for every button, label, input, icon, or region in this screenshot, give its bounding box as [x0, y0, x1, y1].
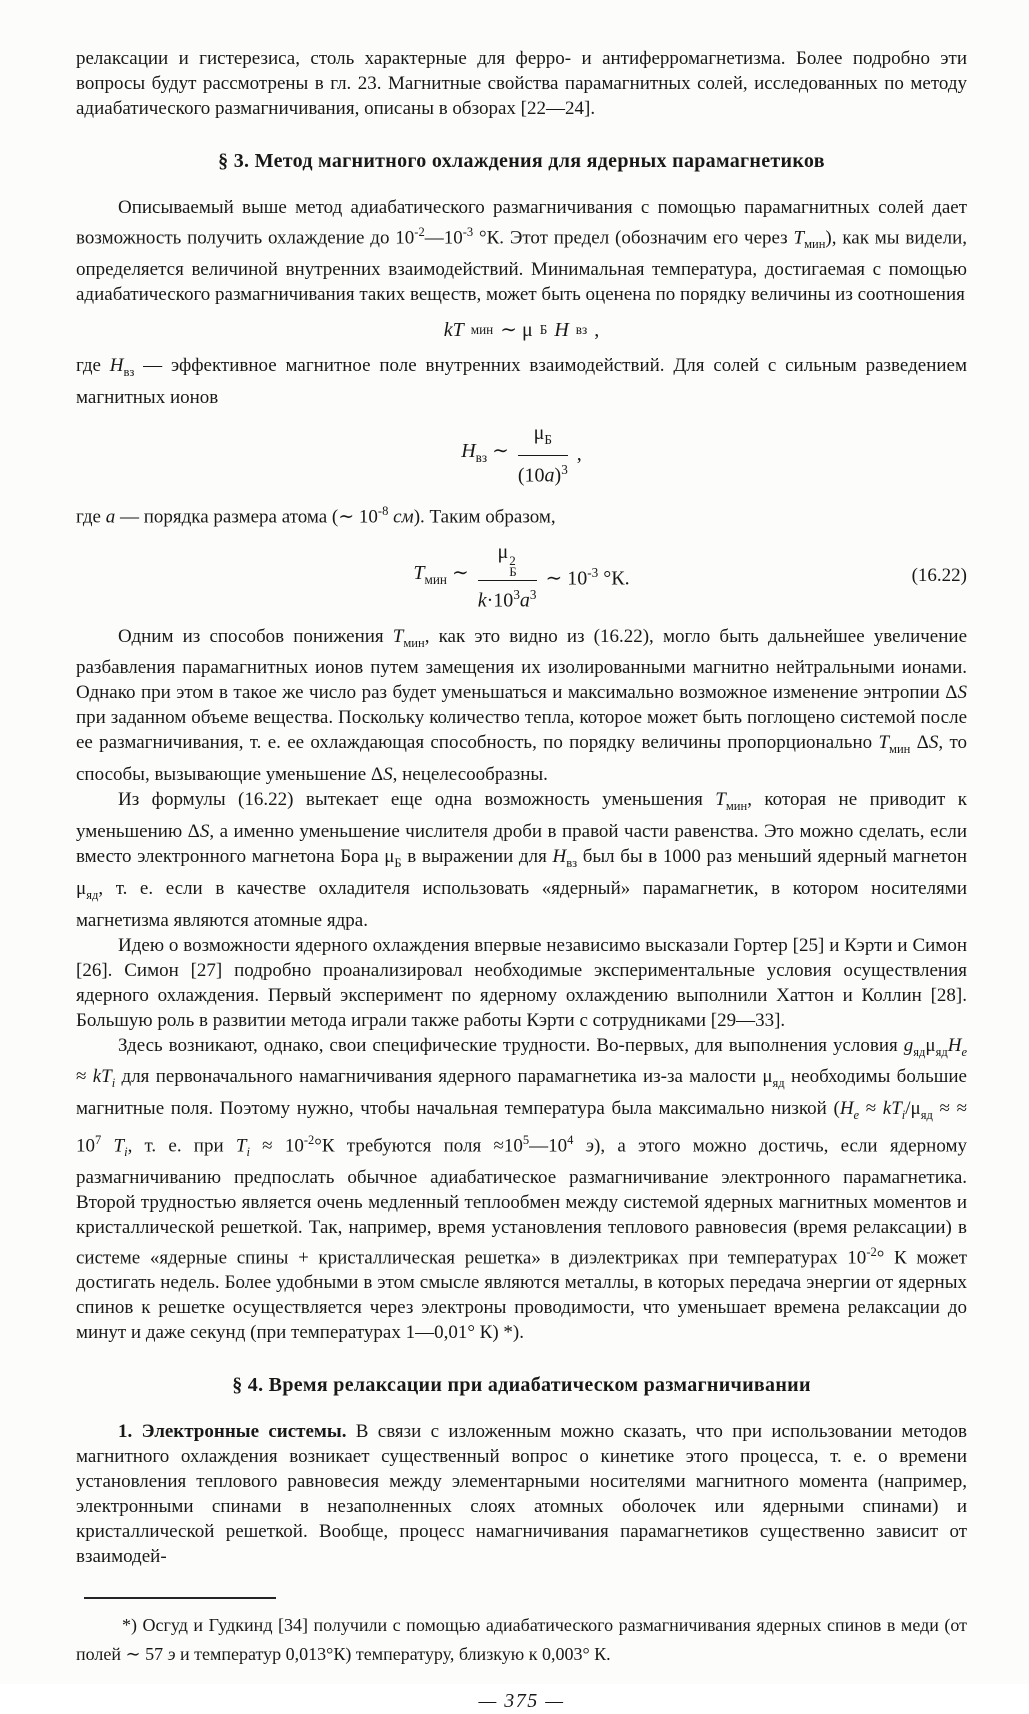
formula-kt-min-body: kT мин ∼ μ Б H вз ,: [443, 319, 600, 342]
fraction-denominator: $(10a)^3$: [517, 461, 568, 487]
mu-sup-sub: 2 Б: [509, 552, 517, 579]
formula-h-vz: [76, 421, 967, 488]
paragraph-continuation: релаксации и гистерезиса, столь характерные для ферро- и антиферромагнетизма. Более подробно эти вопросы будут рассмотрены в гл. 23. Магнитные свойства парамагнитных солей, исследованных по методу адиабатического размагничивания, описаны в обзорах [22—24].: [76, 48, 967, 119]
section-3-paragraph-5: Из формулы (16.22) вытекает еще одна возможность уменьшения $T_{мин}$, которая не приводит к уменьшению ΔS, а именно уменьшение числителя дроби в правой части равенства. Это можно сделать, если вместо электронного магнетона Бора $\mu_Б$ в выражении для $H_{вз}$ был бы в 1000 раз меньший ядерный магнетон $\mu_{яд}$, т. е. если в качестве охладителя использовать «ядерный» парамагнетик, в котором носителями магнетизма являются атомные ядра.: [76, 789, 967, 931]
formula-t-min-tail: ∼ $10^{-3}$ °К.: [545, 565, 630, 591]
footnote-text: *) Осгуд и Гудкинд [34] получили с помощью адиабатического размагничивания ядерных спинов в меди (от полей ∼ 57 э и температур 0,013°К) температуру, близкую к 0,003° К.: [76, 1615, 967, 1665]
fraction-numerator: μ 2 Б: [478, 540, 537, 581]
section-3-paragraph-4: Одним из способов понижения $T_{мин}$, как это видно из (16.22), могло быть дальнейшее увеличение разбавления парамагнитных ионов путем замещения их изолированными магнитно нейтральными ионами. Однако при этом в такое же число раз будет уменьшаться и максимально возможное изменение энтропии ΔS при заданном объеме вещества. Поскольку количество тепла, которое может быть поглощено системой после ее размагничивания, т. е. ее охлаждающая способность, по порядку величины пропорционально $T_{мин}$ ΔS, то способы, вызывающие уменьшение ΔS, нецелесообразны.: [76, 625, 967, 786]
fraction-denominator: $k\cdot 10^3a^3$: [477, 586, 537, 612]
formula-t-min: [76, 540, 967, 613]
fraction-numerator: $\mu_Б$: [518, 421, 568, 456]
section-3-paragraph-7: Здесь возникают, однако, свои специфические трудности. Во-первых, для выполнения условия $g_{яд}\mu_{яд}H_e \approx kT_i$ для первоначального намагничивания ядерного парамагнетика из-за малости $\mu_{яд}$ необходимы большие магнитные поля. Поэтому нужно, чтобы начальная температура была максимально низкой ($H_e \approx kT_i/\mu_{яд}$ ≈ ≈ $10^7$ $T_i$, т. е. при $T_i \approx 10^{-2}^\circ К$ требуются поля $\approx 10^5—10^4$ э), а этого можно достичь, если ядерному размагничиванию предпослать обычное адиабатическое размагничивание электронного парамагнетика. Второй трудностью является очень медленный теплообмен между системой ядерных магнитных моментов и кристаллической решеткой. Так, например, время установления теплового равновесия (время релаксации) в системе «ядерные спины + кристаллическая решетка» в диэлектриках при температурах $10^{-2}^\circ$ К может достигать недель. Более удобными в этом смысле являются металлы, в которых передача энергии от ядерных спинов к решетке осуществляется через электроны проводимости, что уменьшает времена релаксации до минут и даже секунд (при температурах 1—0,01° К) *).: [76, 1034, 967, 1344]
section-4-heading: § 4. Время релаксации при адиабатическом размагничивании: [232, 1374, 811, 1397]
fraction: [478, 540, 537, 613]
fraction: [518, 421, 568, 488]
section-3-paragraph-2: где $H_{вз}$ — эффективное магнитное поле внутренних взаимодействий. Для солей с сильным разведением магнитных ионов: [76, 355, 967, 408]
section-4-paragraph-1: 1. Электронные системы. В связи с изложенным можно сказать, что при использовании методов магнитного охлаждения возникает существенный вопрос о кинетике этого процесса, т. е. о времени установления теплового равновесия между элементарными носителями магнитного момента (например, электронными спинами в незаполненных слоях атомных оболочек или ядерными спинами) и кристаллической решеткой. Вообще, процесс намагничивания парамагнетиков существенно зависит от взаимодей-: [76, 1421, 968, 1568]
page-number: — 375 —: [478, 1690, 565, 1713]
section-3-paragraph-1: Описываемый выше метод адиабатического размагничивания с помощью парамагнитных солей дает возможность получить охлаждение до $10^{-2}—10^{-3}$ °К. Этот предел (обозначим его через $T_{мин}$), как мы видели, определяется величиной внутренних взаимодействий. Минимальная температура, достигаемая с помощью адиабатического размагничивания таких веществ, может быть оценена по порядку величины из соотношения: [76, 197, 967, 306]
footnote-divider: [84, 1597, 276, 1599]
section-3-paragraph-3: где a — порядка размера атома (∼ $10^{-8}$ см). Таким образом,: [76, 503, 556, 527]
formula-t-min-body: [413, 540, 629, 613]
formula-h-vz-lhs: $H_{вз}$ ∼: [461, 439, 509, 465]
formula-h-vz-tail: ,: [576, 443, 582, 466]
formula-t-min-lhs: $T_{мин}$ ∼: [413, 561, 469, 587]
formula-kt-min: [76, 318, 967, 342]
formula-h-vz-body: [461, 421, 582, 488]
section-3-heading: § 3. Метод магнитного охлаждения для ядерных парамагнетиков: [218, 150, 825, 172]
equation-number: (16.22): [911, 565, 967, 587]
section-3-paragraph-6: Идею о возможности ядерного охлаждения впервые независимо высказали Гортер [25] и Кэрти и Симон [26]. Симон [27] подробно проанализировал необходимые экспериментальные условия осуществления ядерного охлаждения. Первый эксперимент по ядерному охлаждению выполнили Хаттон и Коллин [28]. Большую роль в развитии метода играли также работы Кэрти с сотрудниками [29—33].: [76, 934, 967, 1031]
